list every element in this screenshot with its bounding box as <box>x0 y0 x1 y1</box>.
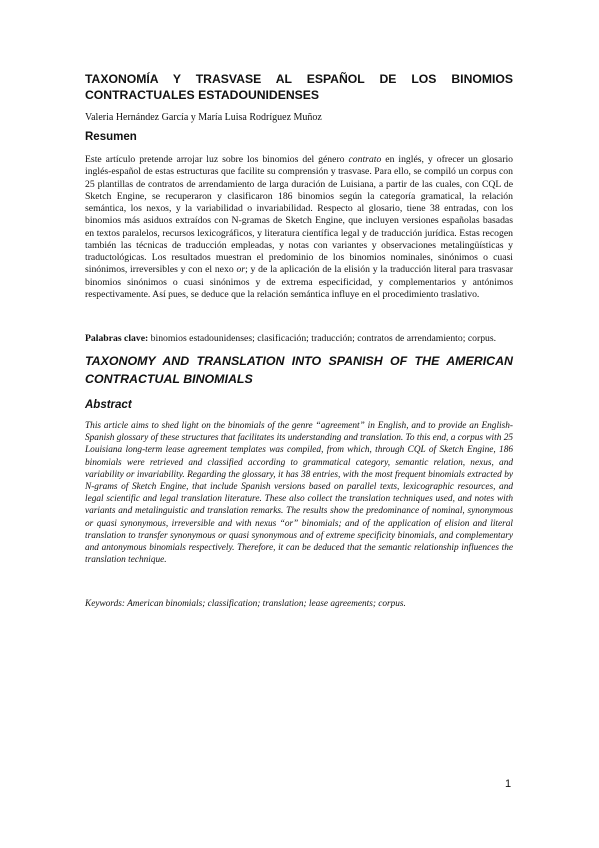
abstract-paragraph: This article aims to shed light on the binomials of the genre “agreement” in English, and to provide an English-Spanish glossary of these structures that facilitates its understanding and translation. To this end, a corpus with 25 Louisiana long-term lease agreement templates was compiled, from which, through CQL of Sketch Engine, 186 binomials were retrieved and classified according to grammatical category, semantic relation, nexus, and variability or invariability. Regarding the glossary, it has 38 entries, with the most frequent binomials extracted by N-grams of Sketch Engine, that include Spanish versions based on parallel texts, lexicographic resources, and legal scientific and legal translation literature. These also collect the translation techniques used, and notes with variants and metalinguistic and translation remarks. The results show the predominance of nominal, synonymous or quasi synonymous, irreversible and with nexus “or” binomials; and of the application of elision and literal translation to transfer synonymous or quasi synonymous and of extreme specificity binomials, and complementary and antonymous binomials respectively. Therefore, it can be deduced that the semantic relationship influences the translation technique. <box>85 421 513 566</box>
palabras-clave <box>85 333 513 345</box>
resumen-text-middle: en inglés, y ofrecer un glosario inglés-español de estas estructuras que facilite su comprensión y trasvase. Para ello, se compiló un corpus con 25 plantillas de contratos de arrendamiento de larga duración de Luisiana, a partir de las cuales, con CQL de Sketch Engine, se recuperaron y clasificaron 186 binomios según la categoría gramatical, la relación semántica, los nexos, y la variabilidad o invariabilidad. Respecto al glosario, tiene 38 entradas, con los binomios más asiduos extraídos con N-gramas de Sketch Engine, que incluyen versiones españolas basadas en textos paralelos, recursos lexicográficos, y literatura científica legal y de traducción jurídica. Estas recogen también las técnicas de traducción empleadas, y notas con variantes y observaciones metalingüísticas y traductológicas. Los resultados muestran el predominio de los binomios nominales, sinónimos o cuasi sinónimos, irreversibles y con el nexo <box>85 154 513 276</box>
paper-title-spanish: TAXONOMÍA Y TRASVASE AL ESPAÑOL DE LOS BINOMIOS CONTRACTUALES ESTADOUNIDENSES <box>85 72 513 102</box>
resumen-paragraph <box>85 154 513 301</box>
page-number: 1 <box>505 778 512 790</box>
author-line: Valeria Hernández García y María Luisa Rodríguez Muñoz <box>85 112 322 123</box>
palabras-clave-text: binomios estadounidenses; clasificación; traducción; contratos de arrendamiento; corpus. <box>148 333 497 344</box>
resumen-italic-or: or <box>236 264 246 276</box>
keywords-english: Keywords: American binomials; classification; translation; lease agreements; corpus. <box>85 599 406 609</box>
palabras-clave-label: Palabras clave: <box>85 333 149 344</box>
resumen-text-start: Este artículo pretende arrojar luz sobre los binomios del género <box>85 154 349 165</box>
paper-title-english: TAXONOMY AND TRANSLATION INTO SPANISH OF THE AMERICAN CONTRACTUAL BINOMIALS <box>85 354 513 386</box>
resumen-text-end: ; y de la aplicación de la elisión y la traducción literal para trasvasar binomios sinónimos o cuasi sinónimos y de extrema especificidad, y complementarios y antónimos respectivamente. Así pues, se deduce que la relación semántica influye en el procedimiento traslativo. <box>85 264 513 300</box>
resumen-italic-term: contrato <box>348 154 382 165</box>
abstract-heading: Abstract <box>85 399 132 411</box>
resumen-heading: Resumen <box>85 131 137 143</box>
